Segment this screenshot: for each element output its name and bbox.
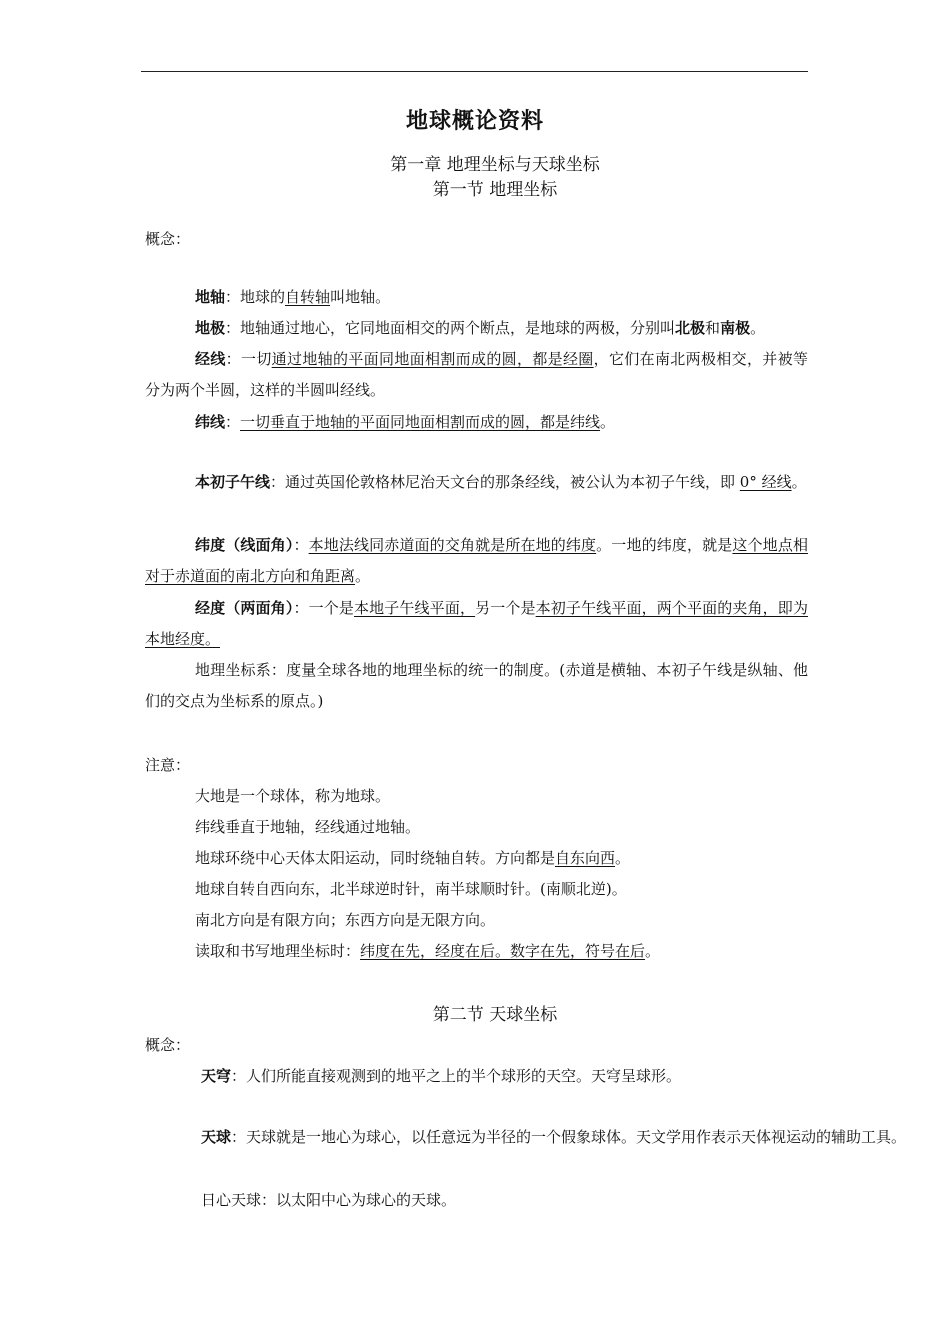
def-latitude bbox=[145, 530, 808, 592]
underlined-text: 自东向西 bbox=[555, 849, 616, 867]
text: ： bbox=[225, 288, 241, 306]
term-earth-axis: 地轴 bbox=[195, 288, 226, 306]
def-prime-meridian bbox=[145, 467, 808, 498]
underlined-text: 本地子午线平面， bbox=[354, 599, 476, 617]
underlined-text: 本初子午线平面，两个平面的夹角，即为本地经度。 bbox=[145, 599, 808, 648]
text: 。 bbox=[750, 319, 766, 337]
underlined-text: 自转轴 bbox=[285, 288, 331, 306]
term-celestial-sphere: 天球 bbox=[201, 1128, 232, 1146]
concept-label: 概念： bbox=[145, 1036, 191, 1054]
text: ：一切 bbox=[225, 350, 272, 368]
section1-heading: 第一节 地理坐标 bbox=[432, 180, 558, 200]
text: ，它们在南北两极相交，并被等分为两个半圆，这样的半圆叫经线。 bbox=[145, 350, 808, 399]
underlined-text: 一切垂直于地轴的平面同地面相割而成的圆，都是纬线 bbox=[240, 413, 601, 431]
def-celestial-sphere bbox=[201, 1122, 907, 1153]
concept-label: 概念： bbox=[145, 230, 191, 248]
note-item: 南北方向是有限方向；东西方向是无限方向。 bbox=[195, 911, 496, 929]
note-item: 地球自转自西向东，北半球逆时针，南半球顺时针。(南顺北逆)。 bbox=[195, 880, 627, 898]
term-meridian: 经线 bbox=[195, 350, 226, 368]
term-longitude: 经度（两面角） bbox=[195, 599, 294, 617]
def-meridian bbox=[145, 344, 808, 406]
def-coordinate-system: 地理坐标系：度量全球各地的地理坐标的统一的制度。(赤道是横轴、本初子午线是纵轴、他们的交点为坐标系的原点。) bbox=[145, 661, 808, 710]
note-label: 注意： bbox=[145, 756, 191, 774]
term-parallel: 纬线 bbox=[195, 413, 226, 431]
text: 。 bbox=[791, 473, 807, 491]
def-celestial-vault bbox=[201, 1066, 681, 1086]
term-latitude: 纬度（线面角） bbox=[195, 536, 294, 554]
note-item bbox=[195, 941, 660, 961]
text: ：一个是 bbox=[293, 599, 354, 617]
underlined-text: 纬度在先，经度在后。数字在先，符号在后 bbox=[360, 942, 646, 960]
term-prime-meridian: 本初子午线 bbox=[195, 473, 271, 491]
text: 地球的 bbox=[240, 288, 286, 306]
term-north-pole: 北极 bbox=[675, 319, 706, 337]
text: 另一个是 bbox=[475, 599, 536, 617]
def-earth-pole bbox=[195, 318, 765, 338]
def-parallel bbox=[195, 412, 615, 432]
text: 。 bbox=[355, 567, 371, 585]
underlined-text: 0° 经线 bbox=[739, 473, 792, 491]
text: 地球环绕中心天体太阳运动，同时绕轴自转。方向都是 bbox=[195, 849, 556, 867]
chapter-heading: 第一章 地理坐标与天球坐标 bbox=[390, 155, 600, 175]
def-longitude bbox=[145, 593, 808, 655]
text: ：天球就是一地心为球心，以任意远为半径的一个假象球体。天文学用作表示天体视运动的辅助工具。 bbox=[231, 1128, 907, 1146]
def-heliocentric-sphere: 日心天球：以太阳中心为球心的天球。 bbox=[201, 1191, 457, 1209]
text: 和 bbox=[705, 319, 721, 337]
text: 。 bbox=[615, 849, 631, 867]
term-celestial-vault: 天穹 bbox=[201, 1067, 232, 1085]
underlined-text: 通过地轴的平面同地面相割而成的圆，都是经圈 bbox=[271, 350, 594, 368]
text: ： bbox=[225, 413, 241, 431]
text: 叫地轴。 bbox=[330, 288, 391, 306]
text: 。 bbox=[645, 942, 661, 960]
text: ：地轴通过地心，它同地面相交的两个断点，是地球的两极，分别叫 bbox=[225, 319, 676, 337]
underlined-text: 本地法线同赤道面的交角就是所在地的纬度 bbox=[308, 536, 597, 554]
text: ：人们所能直接观测到的地平之上的半个球形的天空。天穹呈球形。 bbox=[231, 1067, 682, 1085]
def-earth-axis bbox=[195, 287, 390, 307]
text: 。一地的纬度，就是 bbox=[596, 536, 733, 554]
section2-heading: 第二节 天球坐标 bbox=[432, 1005, 558, 1025]
text: 。 bbox=[600, 413, 616, 431]
note-item bbox=[195, 848, 630, 868]
underlined-text: 这个地点相对于赤道面的南北方向和角距离 bbox=[145, 536, 808, 585]
page-title: 地球概论资料 bbox=[405, 108, 544, 134]
note-item: 大地是一个球体，称为地球。 bbox=[195, 787, 391, 805]
term-earth-pole: 地极 bbox=[195, 319, 226, 337]
text: 读取和书写地理坐标时： bbox=[195, 942, 361, 960]
header-rule bbox=[141, 71, 808, 72]
term-south-pole: 南极 bbox=[720, 319, 751, 337]
text: ： bbox=[293, 536, 309, 554]
text: ：通过英国伦敦格林尼治天文台的那条经线，被公认为本初子午线，即 bbox=[270, 473, 740, 491]
note-item: 纬线垂直于地轴，经线通过地轴。 bbox=[195, 818, 421, 836]
